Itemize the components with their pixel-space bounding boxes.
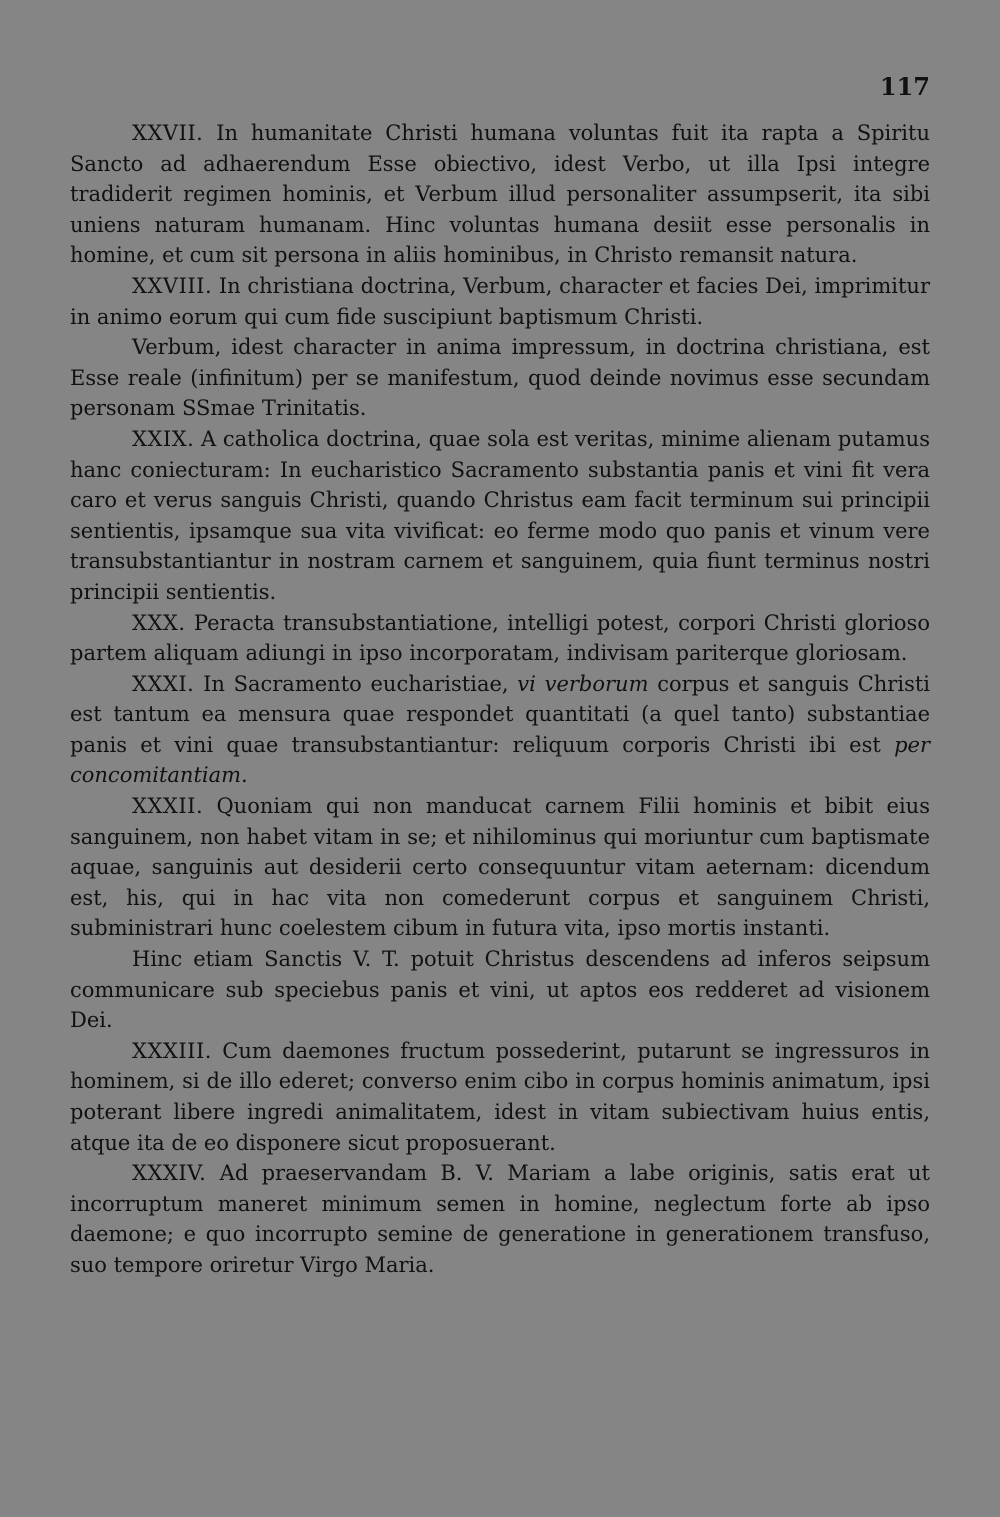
- italic-phrase: per concomitantiam.: [70, 732, 930, 788]
- paragraph-text: In christiana doctrina, Verbum, character et facies Dei, imprimitur in animo eorum qui cum fide suscipiunt baptismum Christi.: [70, 273, 930, 329]
- document-body: [70, 118, 930, 1281]
- paragraph-xxviii: [70, 271, 930, 332]
- paragraph-text: Peracta transubstantiatione, intelligi potest, corpori Christi glorioso partem aliquam adiungi in ipso incorporatam, indivisam pariterque gloriosam.: [70, 610, 930, 666]
- paragraph-number: XXXIII.: [132, 1038, 212, 1063]
- paragraph-xxxii-continued: [70, 944, 930, 1036]
- paragraph-xxxiii: [70, 1036, 930, 1158]
- paragraph-xxviii-continued: [70, 332, 930, 424]
- paragraph-text: In Sacramento eucharistiae,: [203, 671, 518, 696]
- page-number: 117: [879, 72, 930, 101]
- paragraph-number: XXXIV.: [132, 1161, 207, 1186]
- paragraph-text: Verbum, idest character in anima impressum, in doctrina christiana, est Esse reale (infinitum) per se manifestum, quod deinde novimus esse secundam personam SSmae Trinitatis.: [70, 335, 930, 421]
- paragraph-xxxi: [70, 669, 930, 791]
- italic-phrase: vi verborum: [517, 671, 649, 696]
- paragraph-text: Cum daemones fructum possederint, putarunt se ingressuros in hominem, si de illo ederet; converso enim cibo in corpus hominis animatum, ipsi poterant libere ingredi animalitatem, idest in vitam subiectivam huius entis, atque ita de eo disponere sicut proposuerant.: [70, 1038, 930, 1155]
- paragraph-number: XXVII.: [132, 121, 204, 145]
- paragraph-text: corpus et sanguis Christi est tantum ea mensura quae respondet quantitati (a quel tanto) substantiae panis et vini quae transubstantiantur: reliquum corporis Christi ibi est: [70, 671, 930, 757]
- paragraph-text: Ad praeservandam B. V. Mariam a labe originis, satis erat ut incorruptum maneret minimum semen in homine, neglectum forte ab ipso daemone; e quo incorrupto semine de generatione in generationem transfuso, suo tempore oriretur Virgo Maria.: [70, 1161, 930, 1277]
- paragraph-xxxiv: [70, 1158, 930, 1280]
- paragraph-text: In humanitate Christi humana voluntas fuit ita rapta a Spiritu Sancto ad adhaerendum Esse obiectivo, idest Verbo, ut illa Ipsi integre tradiderit regimen hominis, et Verbum illud personaliter assumpserit, ita sibi uniens naturam humanam. Hinc voluntas humana desiit esse personalis in homine, et cum sit persona in aliis hominibus, in Christo remansit natura.: [70, 121, 930, 268]
- paragraph-xxvii: [70, 118, 930, 271]
- paragraph-number: XXX.: [132, 610, 186, 635]
- paragraph-xxix: [70, 424, 930, 608]
- paragraph-xxxii: [70, 791, 930, 944]
- paragraph-text: A catholica doctrina, quae sola est veritas, minime alienam putamus hanc coniecturam: In eucharistico Sacramento substantia panis et vini fit vera caro et verus sanguis Christi, quando Christus eam facit terminum sui principii sentientis, ipsamque sua vita vivificat: eo ferme modo quo panis et vinum vere transubstantiantur in nostram carnem et sanguinem, quia fiunt terminus nostri principii sentientis.: [70, 426, 930, 604]
- paragraph-text: Quoniam qui non manducat carnem Filii hominis et bibit eius sanguinem, non habet vitam in se; et nihilominus qui moriuntur cum baptismate aquae, sanguinis aut desiderii certo consequuntur vitam aeternam: dicendum est, his, qui in hac vita non comederunt corpus et sanguinem Christi, subministrari hunc coelestem cibum in futura vita, ipso mortis instanti.: [70, 794, 930, 941]
- paragraph-number: XXXI.: [132, 671, 195, 696]
- paragraph-number: XXIX.: [132, 426, 195, 451]
- paragraph-number: XXXII.: [132, 794, 204, 819]
- paragraph-xxx: [70, 608, 930, 669]
- paragraph-text: Hinc etiam Sanctis V. T. potuit Christus descendens ad inferos seipsum communicare sub speciebus panis et vini, ut aptos eos redderet ad visionem Dei.: [70, 947, 930, 1033]
- paragraph-number: XXVIII.: [132, 273, 213, 298]
